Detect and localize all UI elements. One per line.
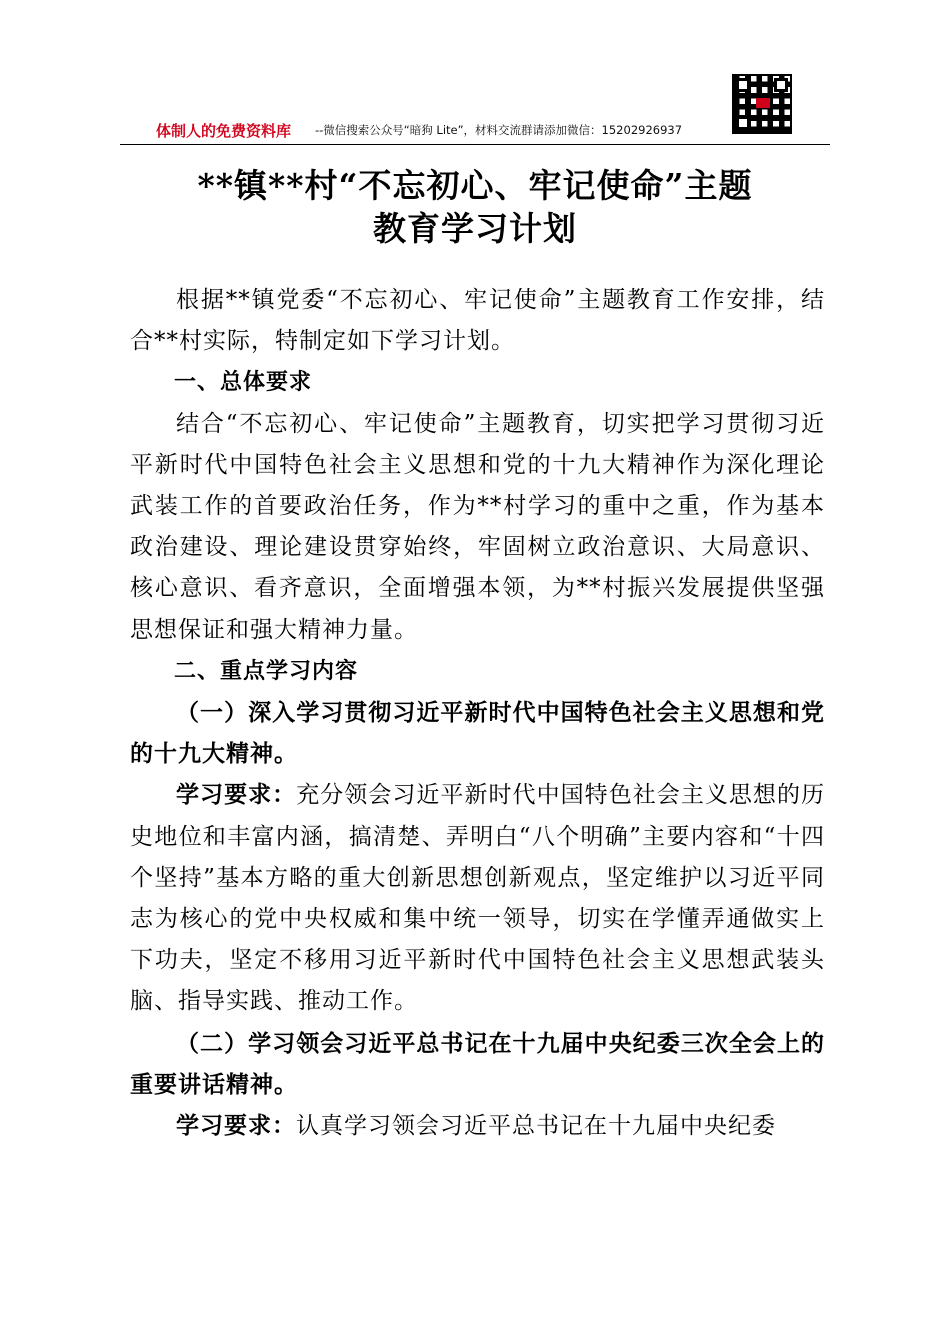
qr-center-logo xyxy=(756,98,770,108)
requirement-text: 充分领会习近平新时代中国特色社会主义思想的历史地位和丰富内涵，搞清楚、弄明白“八个明确”主要内容和“十四个坚持”基本方略的重大创新思想创新观点，坚定维护以习近平同志为核心的党中央权威和集中统一领导，切实在学懂弄通做实上下功夫，坚定不移用习近平新时代中国特色社会主义思想武装头脑、指导实践、推动工作。 xyxy=(130,782,826,1015)
header-note: --微信搜索公众号“暗狗 Lite”，材料交流群请添加微信：15202926937 xyxy=(315,123,683,137)
header-brand: 体制人的免费资料库 xyxy=(156,122,292,140)
requirement-text: 认真学习领会习近平总书记在十九届中央纪委 xyxy=(296,1113,776,1140)
requirement-paragraph-2 xyxy=(130,1105,825,1147)
qr-finder-pattern xyxy=(736,116,750,130)
document-body xyxy=(130,280,825,1147)
header-divider xyxy=(120,144,830,145)
document-title-line-1: **镇**村“不忘初心、牢记使命”主题 xyxy=(197,166,753,205)
requirement-label: 学习要求： xyxy=(176,1112,296,1140)
qr-code-icon xyxy=(732,74,792,134)
section-heading-key-content: 二、重点学习内容 xyxy=(174,658,359,684)
document-title-line-2: 教育学习计划 xyxy=(373,209,577,248)
page-header xyxy=(120,66,830,146)
subsection-title-2: （二）学习领会习近平总书记在十九届中央纪委三次全会上的重要讲话精神。 xyxy=(130,1029,825,1098)
requirement-label: 学习要求： xyxy=(176,781,297,809)
requirement-paragraph-1 xyxy=(130,774,825,1022)
overall-requirements-paragraph: 结合“不忘初心、牢记使命”主题教育，切实把学习贯彻习近平新时代中国特色社会主义思想和党的十九大精神作为深化理论武装工作的首要政治任务，作为**村学习的重中之重，作为基本政治建设、理论建设贯穿始终，牢固树立政治意识、大局意识、核心意识、看齐意识，全面增强本领，为**村振兴发展提供坚强思想保证和强大精神力量。 xyxy=(130,410,825,643)
intro-paragraph: 根据**镇党委“不忘初心、牢记使命”主题教育工作安排，结合**村实际，特制定如下学习计划。 xyxy=(130,287,825,355)
subsection-title-1: （一）深入学习贯彻习近平新时代中国特色社会主义思想和党的十九大精神。 xyxy=(130,699,825,768)
section-heading-overall: 一、总体要求 xyxy=(174,370,313,396)
